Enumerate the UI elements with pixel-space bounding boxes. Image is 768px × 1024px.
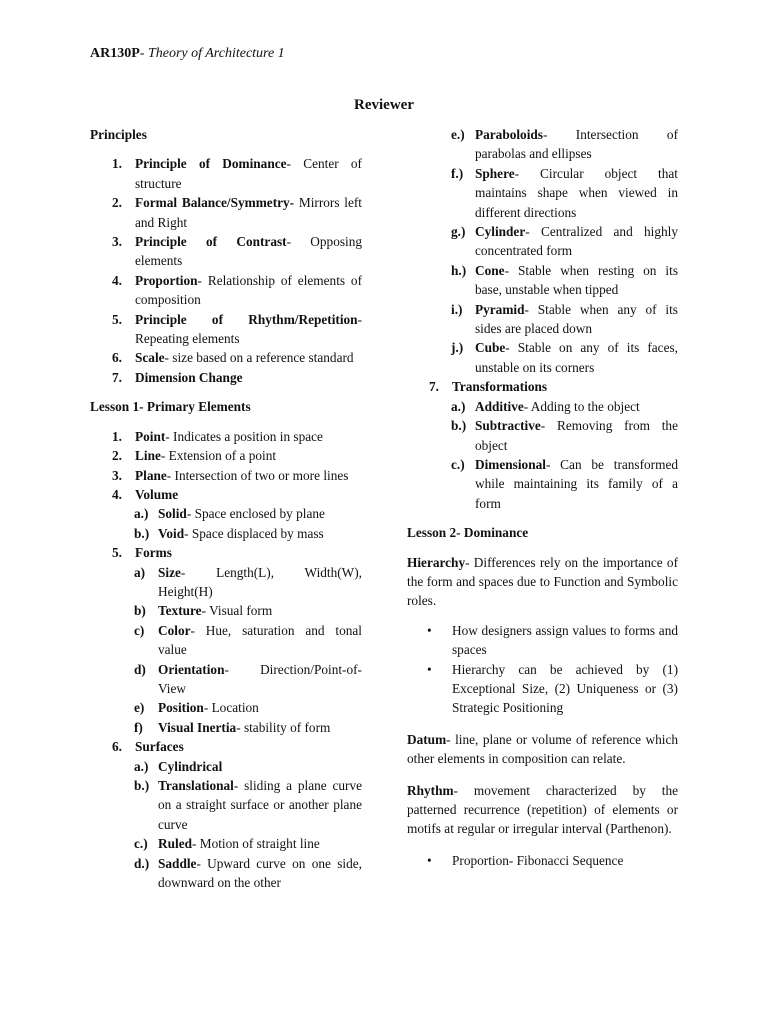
item-term: Transformations [452, 379, 548, 395]
list-item-plane [90, 466, 362, 485]
item-text: - Can be transformed while maintaining its family of a form [475, 456, 678, 511]
item-number: a.) [451, 398, 466, 414]
item-term: Cylinder [475, 224, 526, 240]
list-item [90, 271, 362, 310]
item-term: Color [158, 622, 191, 638]
sub-item [407, 455, 678, 513]
list-item-forms [90, 543, 362, 562]
item-number: j.) [451, 340, 464, 356]
item-number: d.) [134, 855, 150, 871]
paragraph-term: Hierarchy [407, 554, 466, 570]
sub-item [90, 660, 362, 699]
sub-item [90, 601, 362, 620]
item-text: - Direction/Point-of-View [158, 661, 362, 696]
paragraph-term: Datum [407, 731, 447, 747]
bullet-item [407, 851, 678, 870]
list-item [90, 348, 362, 367]
list-item [90, 310, 362, 349]
item-number: 2. [112, 195, 122, 211]
item-term: Solid [158, 506, 187, 522]
item-text: - Stable when resting on its base, unstable when tipped [475, 262, 678, 298]
item-number: 4. [112, 272, 122, 288]
hierarchy-paragraph [407, 553, 678, 611]
sub-item [407, 397, 678, 416]
list-item [90, 154, 362, 193]
sub-item [407, 164, 678, 222]
item-number: c) [134, 622, 145, 638]
item-term: Proportion [135, 272, 198, 288]
item-number: 7. [429, 379, 439, 395]
item-term: Cone [475, 262, 505, 278]
header-separator: - [139, 46, 148, 61]
course-title: Theory of Architecture 1 [147, 46, 285, 61]
item-term: Surfaces [135, 739, 184, 755]
rhythm-paragraph [407, 781, 678, 839]
item-text: Mirrors left and Right [135, 195, 362, 230]
item-number: 1. [112, 428, 122, 444]
list-item-line [90, 446, 362, 465]
item-text: - stability of form [236, 719, 331, 735]
lesson2-heading: Lesson 2- Dominance [407, 525, 529, 541]
bullet-icon: • [427, 852, 432, 868]
item-number: b.) [451, 418, 467, 434]
document-header [90, 44, 285, 63]
item-term: Point [135, 428, 166, 444]
item-text: - Intersection of two or more lines [166, 467, 349, 483]
item-number: e) [134, 700, 145, 716]
sub-item [407, 261, 678, 300]
item-term: Principle of Contrast [135, 234, 287, 250]
item-number: 4. [112, 486, 122, 502]
item-text: - Space enclosed by plane [186, 506, 325, 522]
item-text: - Upward curve on one side, downward on the other [158, 855, 362, 891]
item-number: 3. [112, 467, 122, 483]
item-term: Visual Inertia [158, 719, 237, 735]
left-column [90, 125, 362, 892]
item-text: - Space displaced by mass [184, 525, 324, 541]
principles-list [90, 154, 362, 387]
item-number: b) [134, 603, 146, 619]
item-number: i.) [451, 301, 463, 317]
item-term: Translational [158, 778, 234, 793]
item-number: g.) [451, 224, 466, 240]
principles-heading: Principles [90, 127, 147, 142]
paragraph-text: - movement characterized by the patterned recurrence (repetition) of elements or motifs at regular or irregular interval (Parthenon). [407, 782, 678, 837]
sub-item [90, 563, 362, 602]
item-text: - Center of structure [135, 156, 362, 191]
item-term: Dimensional [475, 456, 546, 472]
item-text: - Adding to the object [523, 398, 640, 414]
sub-item [407, 222, 678, 261]
item-number: b.) [134, 778, 150, 793]
item-number: a.) [134, 506, 149, 522]
item-number: e.) [451, 127, 465, 142]
item-number: d) [134, 661, 146, 677]
sub-item [407, 338, 678, 377]
item-number: a.) [134, 758, 149, 774]
item-number: 5. [112, 311, 122, 327]
right-column [407, 125, 678, 870]
sub-item [90, 524, 362, 543]
lesson1-heading: Lesson 1- Primary Elements [90, 399, 251, 415]
item-term: Size [158, 564, 181, 580]
item-number: 5. [112, 545, 122, 561]
sub-item [90, 504, 362, 523]
item-term: Cube [475, 340, 506, 356]
item-term: Ruled [158, 836, 192, 852]
sub-item [90, 854, 362, 893]
item-term: Forms [135, 545, 172, 561]
item-term: Sphere [475, 165, 515, 181]
sub-item [407, 300, 678, 339]
list-item [90, 368, 362, 387]
bullet-icon: • [427, 661, 432, 677]
item-number: 6. [112, 739, 122, 755]
item-term: Formal Balance/Symmetry- [135, 195, 295, 211]
course-code: AR130P [90, 46, 140, 61]
item-number: 7. [112, 369, 122, 385]
sub-item [407, 125, 678, 164]
item-term: Saddle [158, 855, 197, 871]
item-text: - Relationship of elements of composition [135, 272, 362, 308]
item-term: Plane [135, 467, 167, 483]
item-text: - Intersection of parabolas and ellipses [475, 127, 678, 162]
item-term: Subtractive [475, 418, 541, 434]
item-text: - Visual form [201, 603, 273, 619]
item-text: - Motion of straight line [192, 836, 320, 852]
sub-item [90, 621, 362, 660]
item-text: - Circular object that maintains shape when viewed in different directions [475, 165, 678, 220]
item-term: Scale [135, 350, 165, 366]
item-term: Additive [475, 398, 524, 414]
item-number: 3. [112, 234, 122, 250]
bullet-item [407, 660, 678, 718]
sub-item [407, 416, 678, 455]
sub-item [90, 776, 362, 834]
page-title: Reviewer [354, 97, 414, 113]
item-term: Void [158, 525, 185, 541]
item-number: f) [134, 719, 143, 735]
item-number: 6. [112, 350, 122, 366]
item-text: - size based on a reference standard [164, 350, 354, 366]
list-item-volume [90, 485, 362, 504]
item-term: Texture [158, 603, 202, 619]
list-item-transformations [407, 377, 678, 396]
bullet-text: How designers assign values to forms and spaces [452, 622, 678, 658]
datum-paragraph [407, 730, 678, 769]
item-term: Position [158, 700, 204, 716]
item-text: - Location [203, 700, 259, 716]
item-term: Cylindrical [158, 758, 223, 774]
item-text: - Indicates a position in space [165, 428, 323, 444]
item-text: - Length(L), Width(W), Height(H) [158, 564, 362, 599]
item-number: h.) [451, 262, 467, 278]
item-text: - Removing from the object [475, 418, 678, 453]
list-item-surfaces [90, 737, 362, 756]
item-term: Dimension Change [135, 369, 243, 385]
sub-item [90, 834, 362, 853]
item-number: c.) [451, 456, 465, 472]
item-number: f.) [451, 165, 464, 181]
item-text: - Extension of a point [160, 448, 277, 464]
item-text: - Stable when any of its sides are placed down [475, 301, 678, 337]
bullet-text: Proportion- Fibonacci Sequence [452, 852, 624, 868]
paragraph-text: - line, plane or volume of reference which other elements in composition can relate. [407, 731, 678, 767]
bullet-item [407, 621, 678, 660]
item-text: - Hue, saturation and tonal value [158, 622, 362, 658]
sub-item [90, 757, 362, 776]
item-text: - sliding a plane curve on a straight surface or another plane curve [158, 778, 362, 832]
item-text: - Opposing elements [135, 234, 363, 269]
item-number: b.) [134, 525, 150, 541]
item-term: Principle of Rhythm/Repetition [135, 311, 358, 327]
item-number: 1. [112, 156, 122, 172]
item-term: Pyramid [475, 301, 525, 317]
list-item [90, 232, 362, 271]
item-term: Principle of Dominance [135, 156, 287, 172]
sub-item [90, 698, 362, 717]
item-text: - Stable on any of its faces, unstable on its corners [475, 340, 678, 375]
item-text: - Repeating elements [135, 311, 362, 347]
item-number: 2. [112, 448, 122, 464]
item-number: a) [134, 564, 146, 580]
item-number: c.) [134, 836, 148, 852]
paragraph-term: Rhythm [407, 782, 454, 798]
item-term: Orientation [158, 661, 225, 677]
item-text: - Centralized and highly concentrated form [475, 224, 678, 259]
item-term: Volume [135, 486, 179, 502]
sub-item [90, 718, 362, 737]
bullet-text: Hierarchy can be achieved by (1) Exceptional Size, (2) Uniqueness or (3) Strategic Positioning [452, 661, 678, 716]
list-item-point [90, 427, 362, 446]
list-item [90, 193, 362, 232]
bullet-icon: • [427, 622, 432, 638]
item-term: Line [135, 448, 161, 464]
paragraph-text: - Differences rely on the importance of the form and spaces due to Function and Symbolic roles. [407, 554, 678, 609]
item-term: Paraboloids [475, 127, 543, 142]
